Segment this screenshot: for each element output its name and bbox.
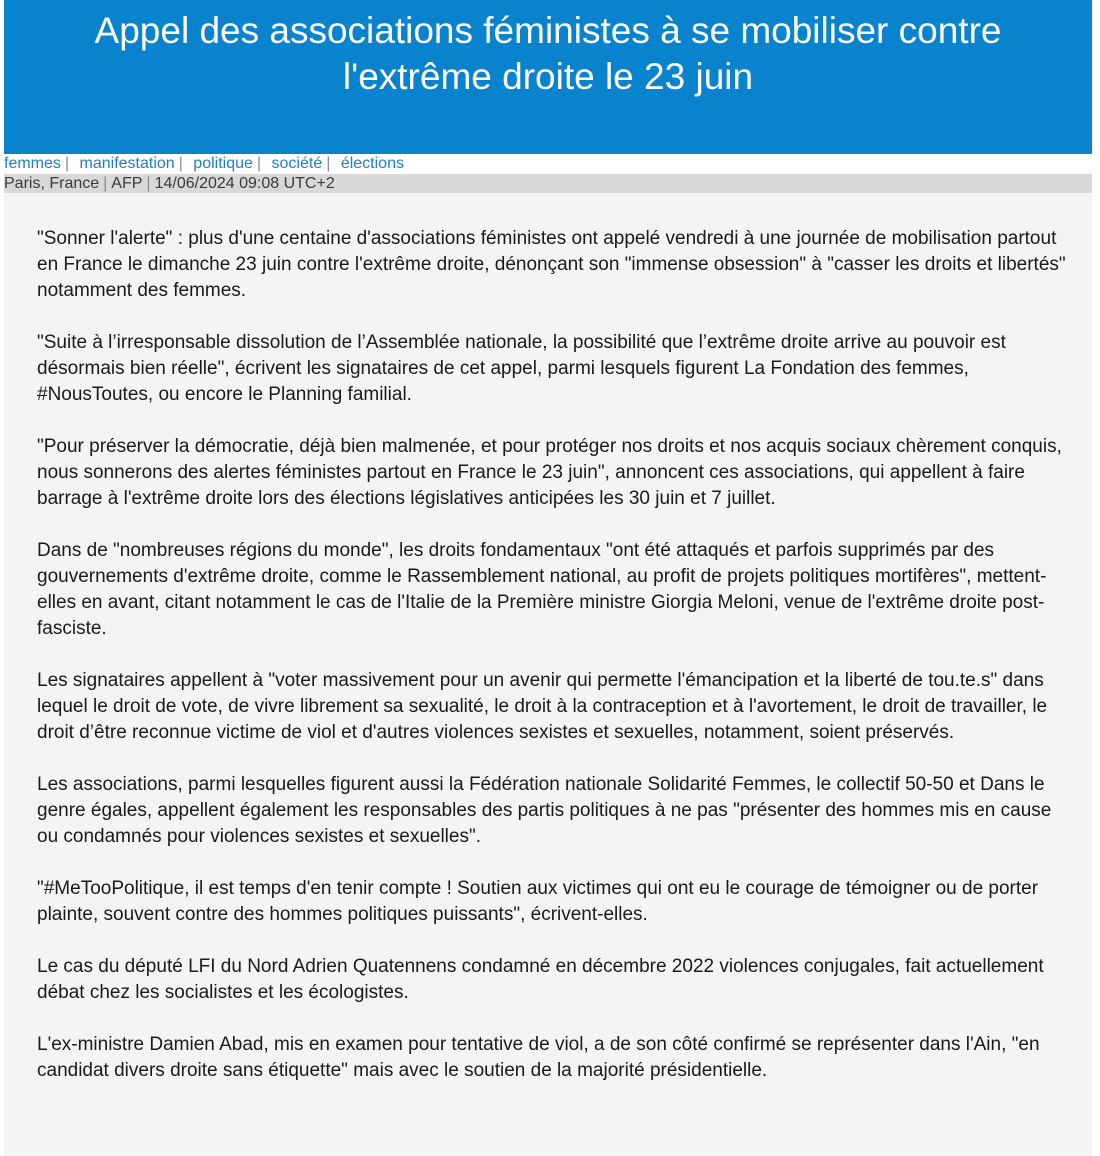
article-body [4,193,1092,1156]
dateline-location: Paris, France [4,175,100,192]
dateline-source: AFP [111,175,143,192]
article-paragraph: "#MeTooPolitique, il est temps d'en tenir compte ! Soutien aux victimes qui ont eu le courage de témoigner ou de porter plainte, souvent contre des hommes politiques puissants", écrivent-elles. [37,878,1039,925]
article-paragraph: Les signataires appellent à "voter massivement pour un avenir qui permette l'émancipation et la liberté de tou.te.s" dans lequel le droit de vote, de vivre librement sa sexualité, le droit à la contraception et à l'avortement, le droit de travailler, le droit d’être reconnue victime de viol et d'autres violences sexistes et sexuelles, notamment, soient préservés. [37,670,1048,743]
dateline-datetime: 14/06/2024 09:08 UTC+2 [154,175,335,192]
article-paragraph: "Sonner l'alerte" : plus d'une centaine d'associations féministes ont appelé vendredi à une journée de mobilisation partout en France le dimanche 23 juin contre l'extrême droite, dénonçant son "immense obsession" à "casser les droits et libertés" notamment des femmes. [37,228,1066,301]
tag-separator: | [326,155,331,172]
tag-link-manifestation[interactable]: manifestation [79,155,175,172]
dateline-separator: | [103,175,108,192]
article-paragraph: "Pour préserver la démocratie, déjà bien malmenée, et pour protéger nos droits et nos acquis sociaux chèrement conquis, nous sonnerons des alertes féministes partout en France le 23 juin", annoncent ces associations, qui appellent à faire barrage à l'extrême droite lors des élections législatives anticipées les 30 juin et 7 juillet. [37,436,1062,509]
dateline-separator: | [146,175,151,192]
dateline-bar [4,174,1092,193]
tag-link-politique[interactable]: politique [193,155,253,172]
tag-link-societe[interactable]: société [271,155,323,172]
article-paragraph: L'ex-ministre Damien Abad, mis en examen pour tentative de viol, a de son côté confirmé se représenter dans l'Ain, "en candidat divers droite sans étiquette" mais avec le soutien de la majorité présidentielle. [37,1034,1040,1081]
article-title-line-1: Appel des associations féministes à se mobiliser contre [94,10,1002,51]
article-title-line-2: l'extrême droite le 23 juin [342,56,754,97]
article-paragraph: Les associations, parmi lesquelles figurent aussi la Fédération nationale Solidarité Femmes, le collectif 50-50 et Dans le genre égales, appellent également les responsables des partis politiques à ne pas "présenter des hommes mis en cause ou condamnés pour violences sexistes et sexuelles". [37,774,1052,847]
tag-link-elections[interactable]: élections [340,155,404,172]
tag-separator: | [178,155,183,172]
tag-separator: | [256,155,262,172]
article-paragraph: Le cas du député LFI du Nord Adrien Quatennens condamné en décembre 2022 violences conjugales, fait actuellement débat chez les socialistes et les écologistes. [37,956,1044,1003]
article-title [4,8,1092,100]
article-frame [4,0,1092,1156]
article-paragraph: Dans de "nombreuses régions du monde", les droits fondamentaux "ont été attaqués et parfois supprimés par des gouvernements d'extrême droite, comme le Rassemblement national, au profit de projets politiques mortifères", mettent-elles en avant, citant notamment le cas de l'Italie de la Première ministre Giorgia Meloni, venue de l'extrême droite post-fasciste. [37,540,1047,639]
article-paragraph: "Suite à l’irresponsable dissolution de l’Assemblée nationale, la possibilité que l’extrême droite arrive au pouvoir est désormais bien réelle", écrivent les signataires de cet appel, parmi lesquels figurent La Fondation des femmes, #NousToutes, ou encore le Planning familial. [37,332,1006,405]
article-header [4,0,1092,154]
tag-link-femmes[interactable]: femmes [4,155,61,172]
tag-separator: | [64,155,70,172]
tag-bar [4,154,1092,174]
